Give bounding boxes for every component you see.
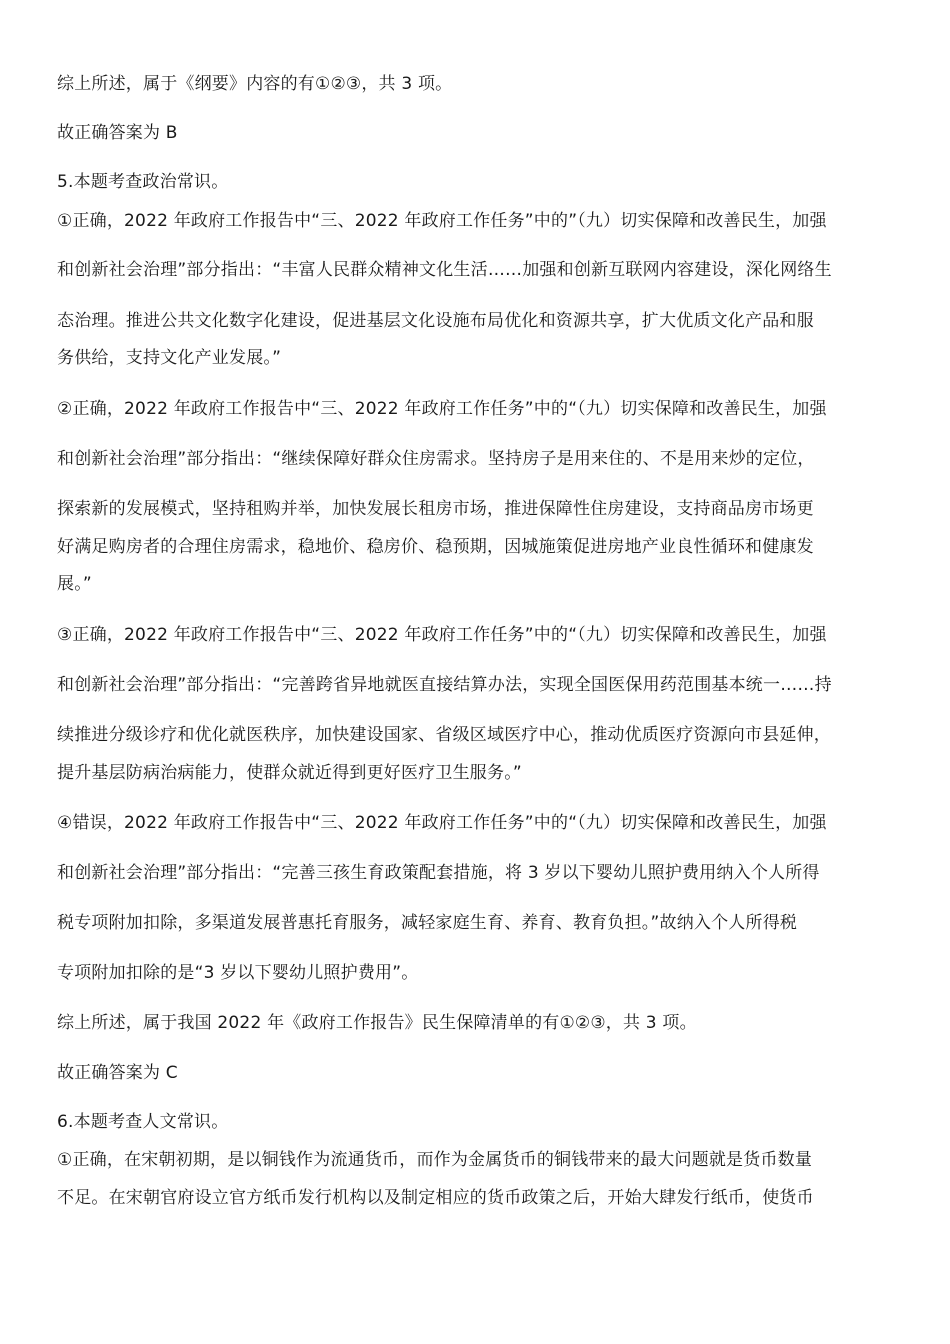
q5-item4-line: 税专项附加扣除，多渠道发展普惠托育服务，减轻家庭生育、养育、教育负担。”故纳入个人所得税 — [57, 913, 798, 933]
q5-item2-line: 好满足购房者的合理住房需求，稳地价、稳房价、稳预期，因城施策促进房地产业良性循环和健康发 — [57, 537, 814, 557]
q5-item1-line: ①正确，2022 年政府工作报告中“三、2022 年政府工作任务”中的”（九）切实保障和改善民生，加强 — [57, 211, 827, 231]
q5-item3-line: 续推进分级诊疗和优化就医秩序，加快建设国家、省级区域医疗中心，推动优质医疗资源向市县延伸， — [57, 725, 831, 745]
q5-item2-line: ②正确，2022 年政府工作报告中“三、2022 年政府工作任务”中的“（九）切实保障和改善民生，加强 — [57, 399, 827, 419]
q4-answer: 故正确答案为 B — [57, 123, 178, 143]
q4-summary: 综上所述，属于《纲要》内容的有①②③，共 3 项。 — [57, 74, 453, 94]
q5-heading: 5.本题考查政治常识。 — [57, 172, 229, 192]
q5-item4-line: 和创新社会治理”部分指出：“完善三孩生育政策配套措施，将 3 岁以下婴幼儿照护费用纳入个人所得 — [57, 863, 820, 883]
q5-item2-line: 探索新的发展模式，坚持租购并举，加快发展长租房市场，推进保障性住房建设，支持商品房市场更 — [57, 499, 814, 519]
q5-item2-line: 展。” — [57, 574, 92, 594]
q5-answer: 故正确答案为 C — [57, 1063, 178, 1083]
q6-item1-line: 不足。在宋朝官府设立官方纸币发行机构以及制定相应的货币政策之后，开始大肆发行纸币，使货币 — [57, 1188, 814, 1208]
q5-item3-line: ③正确，2022 年政府工作报告中“三、2022 年政府工作任务”中的“（九）切实保障和改善民生，加强 — [57, 625, 827, 645]
q5-item3-line: 提升基层防病治病能力，使群众就近得到更好医疗卫生服务。” — [57, 763, 522, 783]
q5-item2-line: 和创新社会治理”部分指出：“继续保障好群众住房需求。坚持房子是用来住的、不是用来炒的定位， — [57, 449, 815, 469]
q5-item1-line: 务供给，支持文化产业发展。” — [57, 348, 282, 368]
q6-item1-line: ①正确，在宋朝初期，是以铜钱作为流通货币，而作为金属货币的铜钱带来的最大问题就是货币数量 — [57, 1150, 813, 1170]
q5-item1-line: 和创新社会治理”部分指出：“丰富人民群众精神文化生活……加强和创新互联网内容建设，深化网络生 — [57, 260, 832, 280]
q5-summary: 综上所述，属于我国 2022 年《政府工作报告》民生保障清单的有①②③，共 3 项。 — [57, 1013, 697, 1033]
q5-item3-line: 和创新社会治理”部分指出：“完善跨省异地就医直接结算办法，实现全国医保用药范围基本统一……持 — [57, 675, 832, 695]
q5-item4-line: 专项附加扣除的是“3 岁以下婴幼儿照护费用”。 — [57, 963, 419, 983]
q5-item1-line: 态治理。推进公共文化数字化建设，促进基层文化设施布局优化和资源共享，扩大优质文化产品和服 — [57, 311, 814, 331]
q5-item4-line: ④错误，2022 年政府工作报告中“三、2022 年政府工作任务”中的“（九）切实保障和改善民生，加强 — [57, 813, 827, 833]
q6-heading: 6.本题考查人文常识。 — [57, 1112, 229, 1132]
